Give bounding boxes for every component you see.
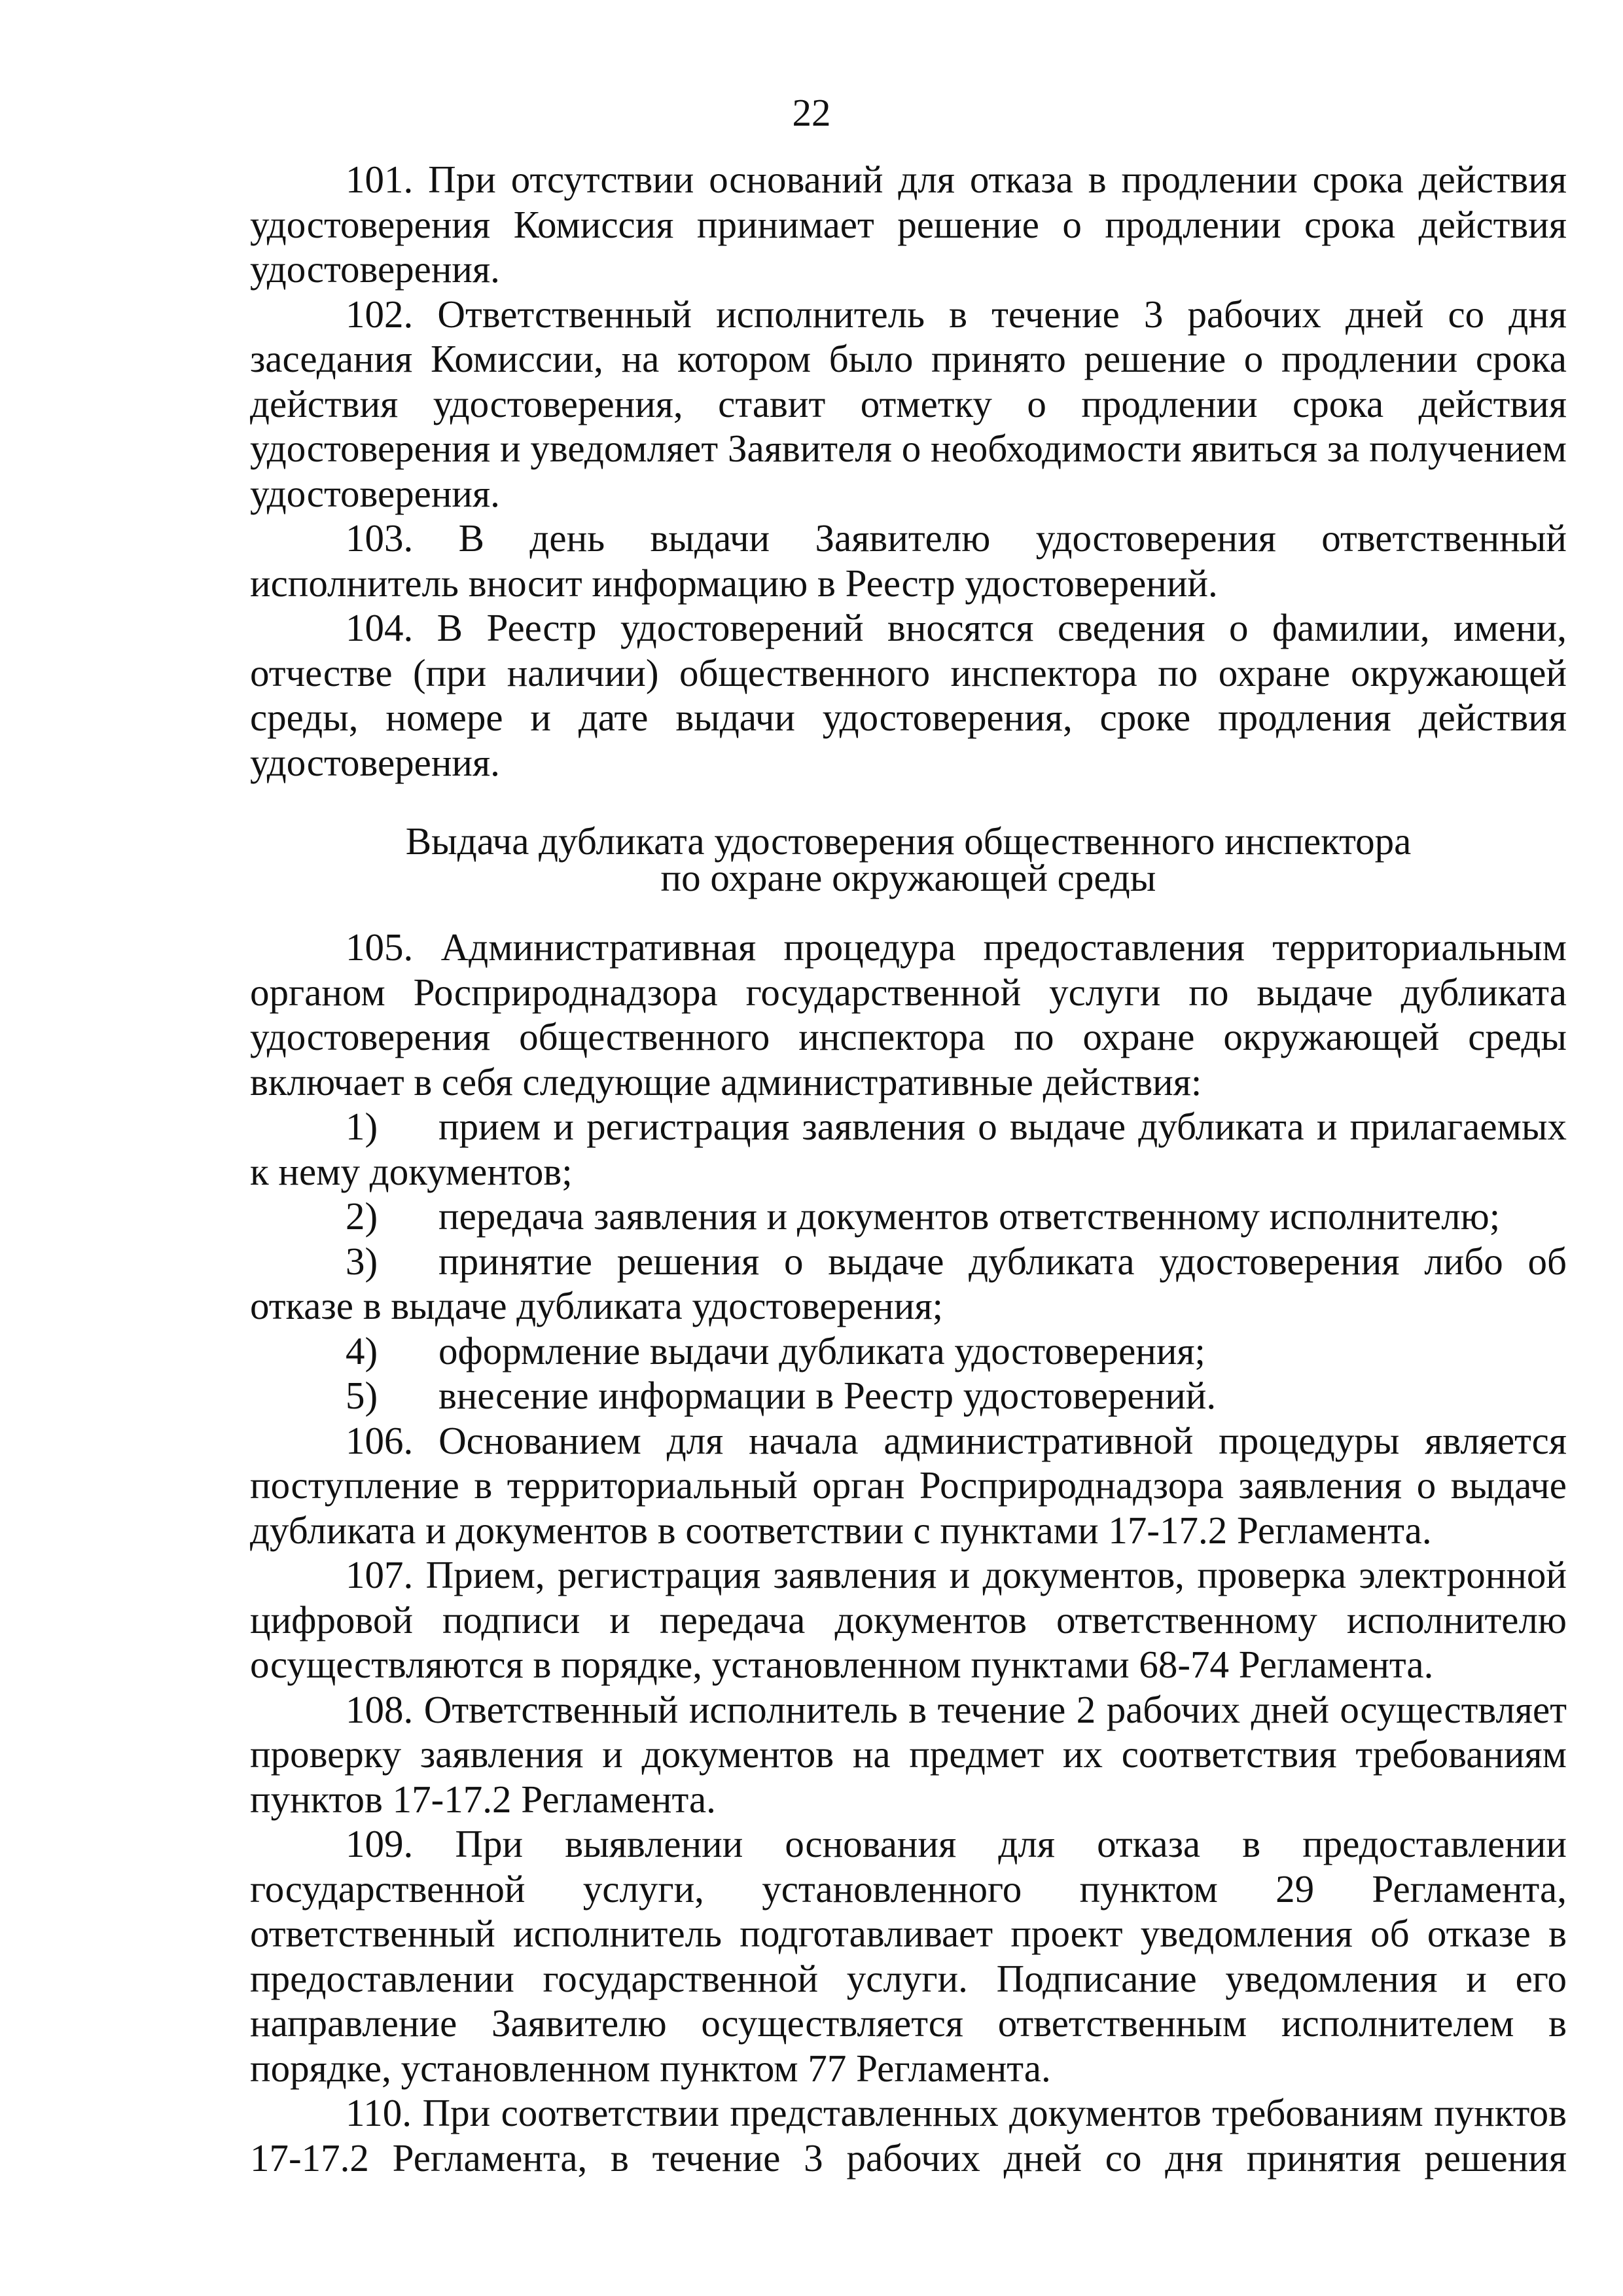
list-item-text: принятие решения о выдаче дубликата удостоверения либо об отказе в выдаче дубликата удостоверения; bbox=[250, 1239, 1567, 1327]
paragraph-109: 109. При выявлении основания для отказа в предоставлении государственной услуги, установленного пунктом 29 Регламента, ответственный исполнитель подготавливает проект уведомления об отказе в предоставлении государственной услуги. Подписание уведомления и его направление Заявителю осуществляется ответственным исполнителем в порядке, установленном пунктом 77 Регламента. bbox=[250, 1822, 1567, 2090]
paragraph-110: 110. При соответствии представленных документов требованиям пунктов 17-17.2 Регламента, в течение 3 рабочих дней со дня принятия решения bbox=[250, 2091, 1567, 2179]
list-item bbox=[250, 1194, 1567, 1239]
paragraph-107: 107. Прием, регистрация заявления и документов, проверка электронной цифровой подписи и передача документов ответственному исполнителю осуществляются в порядке, установленном пунктами 68-74 Регламента. bbox=[250, 1553, 1567, 1686]
list-item-text: внесение информации в Реестр удостоверений. bbox=[438, 1374, 1217, 1417]
section-heading-line-1: Выдача дубликата удостоверения общественного инспектора bbox=[405, 819, 1412, 863]
list-item bbox=[250, 1104, 1567, 1194]
paragraph-106: 106. Основанием для начала административной процедуры является поступление в территориальный орган Росприроднадзора заявления о выдаче дубликата и документов в соответствии с пунктами 17-17.2 Регламента. bbox=[250, 1418, 1567, 1552]
list-item-text: оформление выдачи дубликата удостоверения; bbox=[438, 1329, 1205, 1372]
section-heading-line-2: по охране окружающей среды bbox=[660, 856, 1156, 899]
list-item-number: 1) bbox=[346, 1105, 378, 1148]
paragraph-103: 103. В день выдачи Заявителю удостоверения ответственный исполнитель вносит информацию в Реестр удостоверений. bbox=[250, 516, 1567, 605]
list-item-text: передача заявления и документов ответственному исполнителю; bbox=[438, 1194, 1501, 1238]
paragraph-105: 105. Административная процедура предоставления территориальным органом Росприроднадзора государственной услуги по выдаче дубликата удостоверения общественного инспектора по охране окружающей среды включает в себя следующие административные действия: bbox=[250, 925, 1567, 1103]
list-item-number: 3) bbox=[346, 1239, 378, 1283]
list-item-number: 2) bbox=[346, 1194, 378, 1238]
document-body bbox=[250, 157, 1567, 2180]
section-heading bbox=[250, 819, 1567, 899]
list-item-text: прием и регистрация заявления о выдаче дубликата и прилагаемых к нему документов; bbox=[250, 1105, 1567, 1193]
list-item bbox=[250, 1373, 1567, 1418]
list-item bbox=[250, 1239, 1567, 1329]
list-item bbox=[250, 1329, 1567, 1374]
paragraph-108: 108. Ответственный исполнитель в течение 2 рабочих дней осуществляет проверку заявления и документов на предмет их соответствия требованиям пунктов 17-17.2 Регламента. bbox=[250, 1687, 1567, 1821]
paragraph-102: 102. Ответственный исполнитель в течение 3 рабочих дней со дня заседания Комиссии, на котором было принято решение о продлении срока действия удостоверения, ставит отметку о продлении срока действия удостоверения и уведомляет Заявителя о необходимости явиться за получением удостоверения. bbox=[250, 292, 1567, 515]
paragraph-101: 101. При отсутствии оснований для отказа в продлении срока действия удостоверения Комиссия принимает решение о продлении срока действия удостоверения. bbox=[250, 158, 1567, 291]
page-number: 22 bbox=[792, 91, 831, 134]
list-item-number: 4) bbox=[346, 1329, 378, 1372]
paragraph-104: 104. В Реестр удостоверений вносятся сведения о фамилии, имени, отчестве (при наличии) общественного инспектора по охране окружающей среды, номере и дате выдачи удостоверения, сроке продления действия удостоверения. bbox=[250, 606, 1567, 784]
list-item-number: 5) bbox=[346, 1374, 378, 1417]
